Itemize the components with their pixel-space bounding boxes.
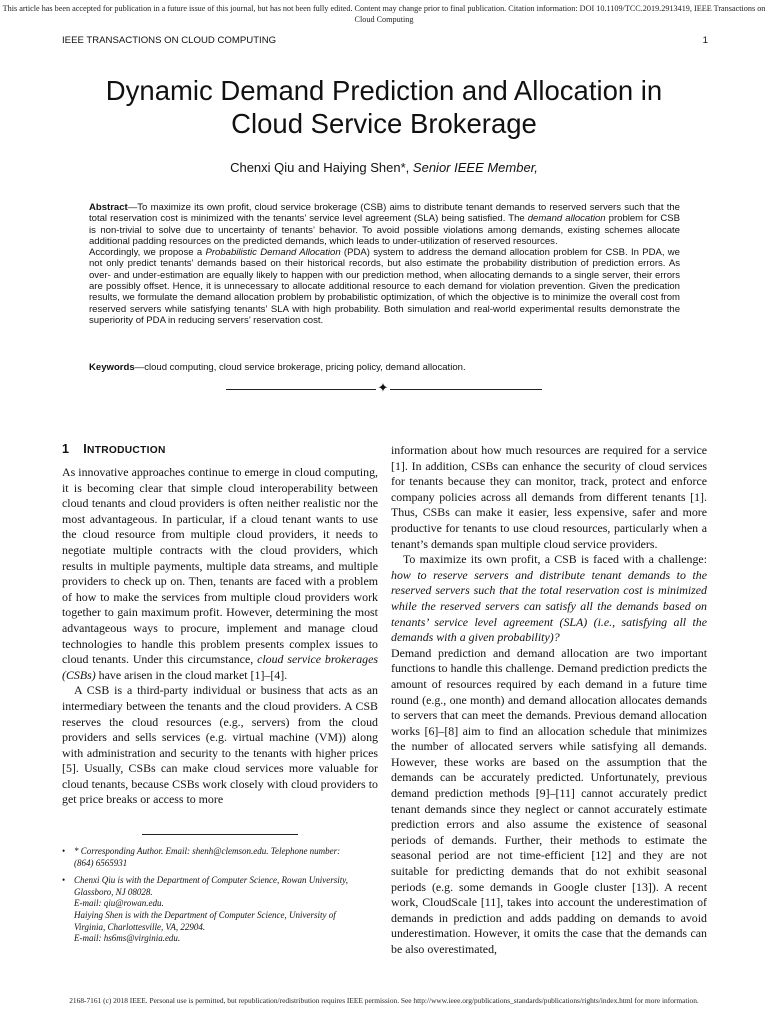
keywords-label: Keywords [89,362,135,373]
footnotes [62,846,378,951]
publication-notice: This article has been accepted for publication in a future issue of this journal, but has not been fully edited. Content may change prior to final publication. Citation information: DOI 10.1109/TCC.2019.2913419, IEEE Transactions on Cloud Computing [2,4,766,24]
abstract-label: Abstract [89,202,128,213]
author-membership: Senior IEEE Member, [412,160,538,175]
paper-title [40,74,728,140]
title-line-2: Cloud Service Brokerage [231,108,537,139]
journal-name: IEEE TRANSACTIONS ON CLOUD COMPUTING [62,35,277,46]
body-paragraph: A CSB is a third-party individual or business that acts as an intermediary between the tenants and the cloud providers. A CSB reserves the cloud resources (e.g., servers) from the cloud providers and sells services (e.g. virtual machine (VM)) along with administration and security to the tenants with higher prices [5]. Usually, CSBs can make cloud services more valuable for cloud tenants, because CSBs work closely with cloud providers to get price breaks or access to more [62,683,378,807]
title-line-1: Dynamic Demand Prediction and Allocation in [105,75,663,106]
divider-diamond-icon: ✦ [377,381,389,396]
footnote-rule [142,834,298,835]
abstract [89,202,680,326]
page-number: 1 [702,35,708,46]
running-header [62,35,708,46]
bullet-icon: • [62,846,66,856]
right-column-body [391,443,707,958]
body-paragraph: As innovative approaches continue to emerge in cloud computing, it is becoming clear that simple cloud interoperability between cloud tenants and cloud providers is often neither realistic nor the most advantageous. In particular, if a cloud tenant wants to use the cloud resource from multiple cloud providers, it needs to negotiate multiple contracts with the cloud providers, which results in multiple payments, multiple data streams, and multiple providers to check up on. Then, tenants are faced with a problem of how to make the services from multiple cloud providers work together to gain maximum profit. However, determining the most advantageous ways to procure, implement and manage cloud technologies to handle this problem presents complex issues to cloud tenants. Under this circumstance, cloud service brokerages (CSBs) have arisen in the cloud market [1]–[4]. [62,465,378,682]
keywords-text: cloud computing, cloud service brokerage, pricing policy, demand allocation. [144,362,466,373]
section-number: 1 [62,442,70,456]
left-column-body [62,465,378,808]
author-line [0,160,768,175]
body-paragraph: To maximize its own profit, a CSB is faced with a challenge: how to reserve servers and distribute tenant demands to the reserved servers such that the total reservation cost is minimized while the reserved servers can satisfy all the demands based on tenants’ service level agreement (SLA) (i.e., satisfying all the demands with a given probability)? [391,552,707,645]
copyright-notice: 2168-7161 (c) 2018 IEEE. Personal use is permitted, but republication/redistribution requires IEEE permission. See http://www.ieee.org/publications_standards/publications/rights/index.html for more information. [69,996,699,1005]
footnote-corresponding-author: • * Corresponding Author. Email: shenh@clemson.edu. Telephone number: (864) 6565931 [62,846,341,868]
section-heading-introduction: 1 INTRODUCTION [62,442,166,456]
body-paragraph: Demand prediction and demand allocation are two important functions to handle this challenge. Demand prediction predicts the amount of resources required by each demand in a future time round (e.g., one month) and demand allocation allocates demands to servers that can meet the demands. Previous demand allocation works [6]–[8] aim to find an allocation schedule that minimizes the number of allocated servers while satisfying all demands. However, these works are based on the assumption that the demands can be accurately predicted. Unfortunately, previous demand prediction methods [9]–[11] cannot accurately predict tenant demands since they neglect or cannot accurately estimate prediction errors and also assume the existence of seasonal periods of demands. Further, their methods to estimate the seasonal period are not time-efficient [12] and they are not suitable for predicting demands that do not exhibit seasonal periods (e.g. some demands in Google cluster [13]). A recent work, CloudScale [11], takes into account the underestimation of demands in prediction and adds padding on demands to avoid underestimation. However, it omits the case that the demands can be also overestimated, [391,645,707,956]
body-paragraph: information about how much resources are required for a service [1]. In addition, CSBs can enhance the security of cloud services for tenants because they can monitor, track, protect and enforce company policies across all demands from different tenants [1]. Thus, CSBs can make it easier, less expensive, safer and more productive for tenants to use cloud resources, particularly when a tenant’s demands span multiple cloud service providers. [391,443,707,551]
footnote-affiliations: • Chenxi Qiu is with the Department of Computer Science, Rowan University, Glassboro, NJ 08028. E-mail: qiu@rowan.edu. Haiying Shen is with the Department of Computer Science, University of Virginia, Charlottesville, VA, 22904. E-mail: hs6ms@virginia.edu. [62,875,348,944]
abstract-paragraph-1: Abstract—To maximize its own profit, cloud service brokerage (CSB) aims to distribute tenant demands to reserved servers such that the total reservation cost is minimized with the tenants’ service level agreement (SLA) being satisfied. The demand allocation problem for CSB is non-trivial to solve due to uncertainty of tenants’ behavior. To avoid possible violations among demands, existing schemes allocate additional padding resources on the predicted demands, which leads to under-utilization of reserved resources. [89,202,680,247]
bullet-icon: • [62,875,66,886]
abstract-paragraph-2: Accordingly, we propose a Probabilistic Demand Allocation (PDA) system to address the demand allocation problem for CSB. In PDA, we not only predict tenants’ demands based on their historical records, but also estimate the probability distribution of prediction errors. As over- and under-estimation are equally likely to happen with our prediction method, when allocating demands to a single server, their errors are possibly offset. Hence, it is unnecessary to allocate additional resource to each demand for violation prevention. Given the predication results, we formulate the demand allocation problem by probabilistic optimization, of which the objective is to minimize the overall cost from reserved servers while satisfying tenants’ SLA with high probability. Both simulation and real-world experimental results demonstrate the superiority of PDA in reducing servers’ reservation cost. [89,247,680,326]
author-names: Chenxi Qiu and Haiying Shen*, [230,160,413,175]
keywords: Keywords—cloud computing, cloud service brokerage, pricing policy, demand allocation. [89,362,466,373]
